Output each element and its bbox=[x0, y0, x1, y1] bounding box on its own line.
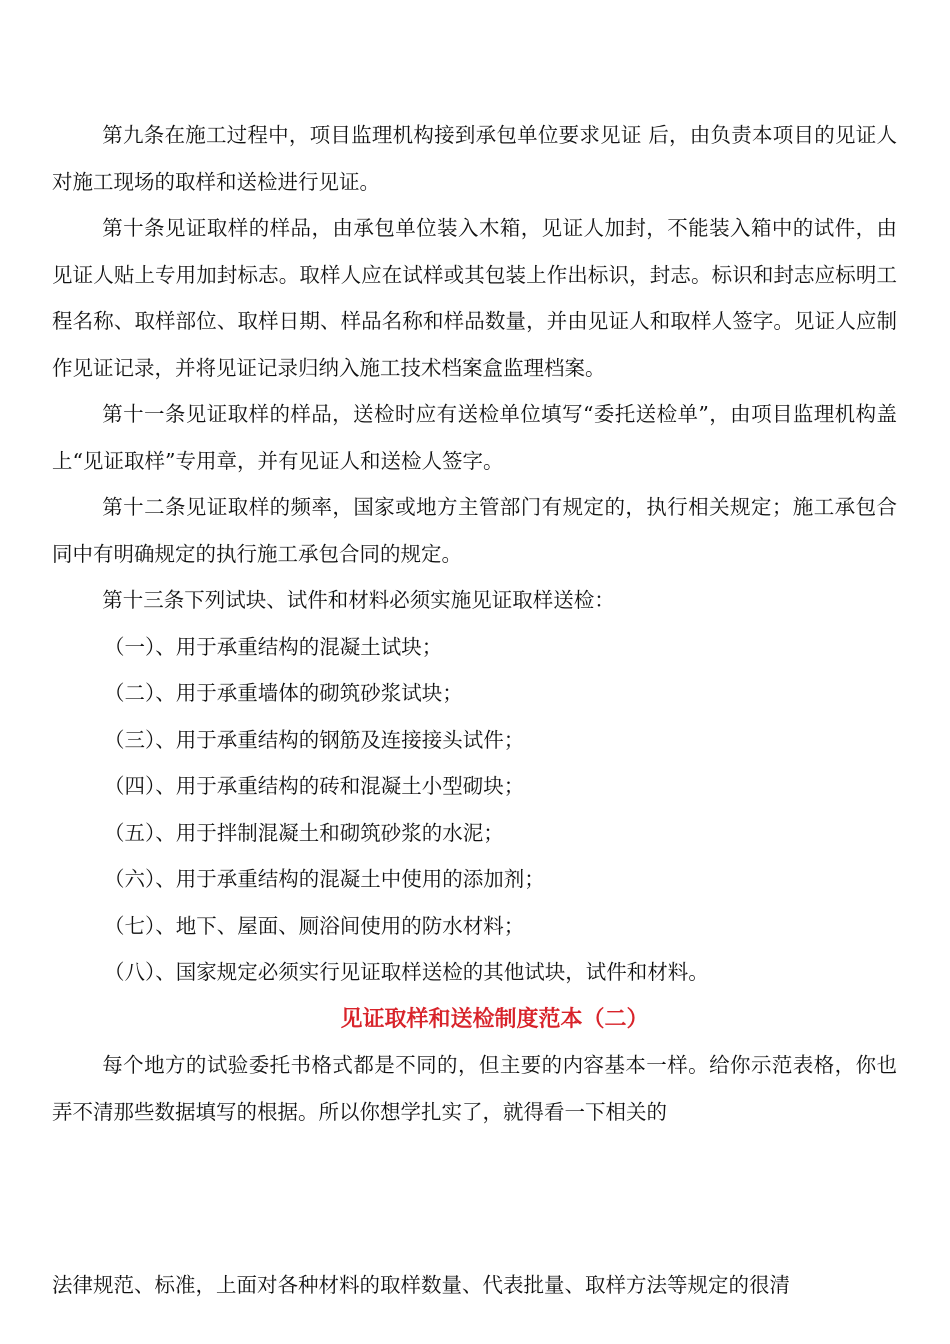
article-13-paragraph: 第十三条下列试块、试件和材料必须实施见证取样送检： bbox=[102, 588, 615, 612]
article-12-paragraph: 第十二条见证取样的频率，国家或地方主管部门有规定的，执行相关规定；施工承包合同中有明确规定的执行施工承包合同的规定。 bbox=[52, 495, 897, 566]
list-item: （三）、用于承重结构的钢筋及连接接头试件； bbox=[104, 727, 525, 752]
section-heading: 见证取样和送检制度范本（二） bbox=[340, 1005, 649, 1032]
sample-list bbox=[52, 624, 897, 996]
section-intro-paragraph: 每个地方的试验委托书格式都是不同的，但主要的内容基本一样。给你示范表格，你也弄不清那些数据填写的根据。所以你想学扎实了，就得看一下相关的 bbox=[52, 1053, 897, 1124]
list-item: （四）、用于承重结构的砖和混凝土小型砌块； bbox=[104, 774, 525, 798]
article-9-paragraph: 第九条在施工过程中，项目监理机构接到承包单位要求见证 后，由负责本项目的见证人对施工现场的取样和送检进行见证。 bbox=[52, 123, 897, 194]
list-item: （一）、用于承重结构的混凝土试块； bbox=[104, 634, 443, 659]
list-item: （六）、用于承重结构的混凝土中使用的添加剂； bbox=[104, 867, 545, 891]
list-item: （五）、用于拌制混凝土和砌筑砂浆的水泥； bbox=[104, 820, 504, 845]
document-body bbox=[52, 112, 897, 1135]
continued-paragraph: 法律规范、标准，上面对各种材料的取样数量、代表批量、取样方法等规定的很清 bbox=[52, 1273, 790, 1297]
article-10-paragraph: 第十条见证取样的样品，由承包单位装入木箱，见证人加封，不能装入箱中的试件，由见证人贴上专用加封标志。取样人应在试样或其包装上作出标识，封志。标识和封志应标明工程名称、取样部位、取样日期、样品名称和样品数量，并由见证人和取样人签字。见证人应制作见证记录，并将见证记录归纳入施工技术档案盒监理档案。 bbox=[52, 216, 897, 380]
list-item: （八）、国家规定必须实行见证取样送检的其他试块，试件和材料。 bbox=[104, 960, 709, 984]
page-continuation bbox=[52, 1262, 897, 1309]
list-item: （二）、用于承重墙体的砌筑砂浆试块； bbox=[104, 681, 463, 705]
article-11-paragraph: 第十一条见证取样的样品，送检时应有送检单位填写“委托送检单”，由项目监理机构盖上“见证取样”专用章，并有见证人和送检人签字。 bbox=[52, 402, 897, 473]
list-item: （七）、地下、屋面、厕浴间使用的防水材料； bbox=[104, 913, 525, 938]
